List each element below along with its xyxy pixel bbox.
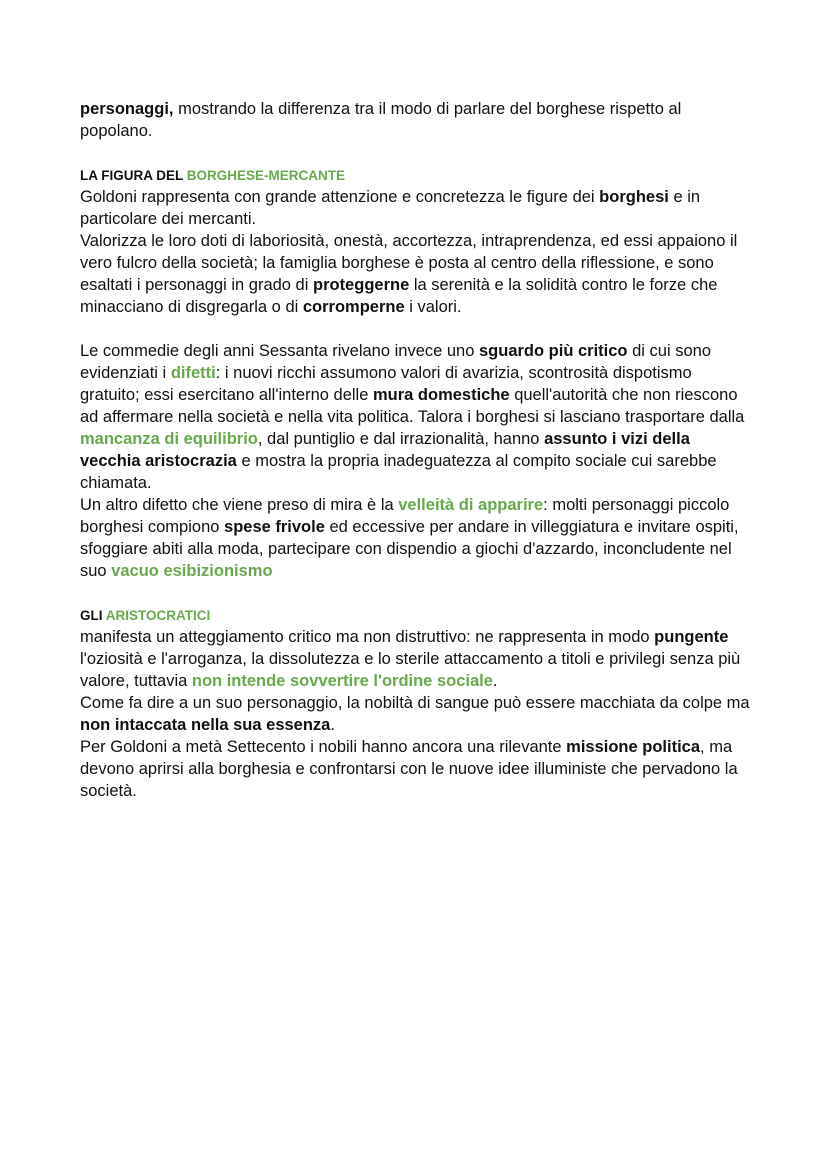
- intro-paragraph: [80, 98, 752, 142]
- text-run: .: [492, 672, 498, 690]
- bold-text: borghesi: [599, 188, 669, 206]
- section-heading-borghese: [80, 164, 752, 186]
- bold-text: sguardo più critico: [479, 342, 628, 360]
- bold-text: pungente: [654, 628, 729, 646]
- bold-text: missione politica: [566, 738, 701, 756]
- text-run: mostrando la differenza tra il modo di parlare del borghese rispetto al popolano.: [80, 100, 682, 140]
- text-run: Come fa dire a un suo personaggio, la nobiltà di sangue può essere macchiata da colpe ma: [80, 694, 750, 712]
- text-run: : i nuovi ricchi assumono valori di avarizia, scontrosità dispotismo gratuito; essi esercitano all'interno delle: [80, 364, 692, 404]
- heading-accent: BORGHESE-MERCANTE: [186, 168, 346, 183]
- heading-accent: ARISTOCRATICI: [105, 608, 211, 623]
- text-run: e in particolare dei mercanti.: [80, 188, 701, 228]
- aristocratici-paragraph-1: [80, 626, 752, 692]
- spacer: [80, 318, 752, 340]
- text-run: l'oziosità e l'arroganza, la dissolutezza e lo sterile attaccamento a titoli e privilegi senza più valore, tuttavia: [80, 650, 741, 690]
- bold-text: mura domestiche: [372, 386, 510, 404]
- section-heading-aristocratici: [80, 604, 752, 626]
- text-run: .: [330, 716, 335, 734]
- text-run: , dal puntiglio e dal irrazionalità, hanno: [257, 430, 545, 448]
- aristocratici-paragraph-2: [80, 692, 752, 736]
- bold-text: corromperne: [302, 298, 405, 316]
- text-run: : molti personaggi piccolo borghesi compiono: [80, 496, 730, 536]
- bold-text: proteggerne: [312, 276, 410, 294]
- text-run: i valori.: [404, 298, 462, 316]
- highlight-text: non intende sovvertire l'ordine sociale: [191, 672, 493, 690]
- text-run: quell'autorità che non riescono ad affermare nella società e nella vita politica. Talora i borghesi si lasciano trasportare dalla: [80, 386, 745, 426]
- bold-text: assunto i vizi della vecchia aristocrazia: [80, 430, 690, 470]
- text-run: manifesta un atteggiamento critico ma non distruttivo: ne rappresenta in modo: [80, 628, 655, 646]
- text-run: Per Goldoni a metà Settecento i nobili hanno ancora una rilevante: [80, 738, 567, 756]
- document-page: [80, 98, 752, 802]
- text-run: Un altro difetto che viene preso di mira è la: [80, 496, 399, 514]
- text-run: Valorizza le loro doti di laboriosità, onestà, accortezza, intraprendenza, ed essi appaiono il vero fulcro della società; la famiglia borghese è posta al centro della riflessione, e sono esaltati i personaggi in grado di: [80, 232, 738, 294]
- bold-text: non intaccata nella sua essenza: [80, 716, 331, 734]
- text-run: di cui sono evidenziati i: [80, 342, 711, 382]
- bold-text: personaggi,: [80, 100, 174, 118]
- borghese-paragraph-4: [80, 494, 752, 582]
- bold-text: spese frivole: [224, 518, 325, 536]
- highlight-text: velleità di apparire: [398, 496, 544, 514]
- aristocratici-paragraph-3: [80, 736, 752, 802]
- text-run: , ma devono aprirsi alla borghesia e confrontarsi con le nuove idee illuministe che pervadono la società.: [80, 738, 738, 800]
- heading-plain: GLI: [80, 608, 106, 623]
- text-run: e mostra la propria inadeguatezza al compito sociale cui sarebbe chiamata.: [80, 452, 717, 492]
- highlight-text: vacuo esibizionismo: [111, 562, 273, 580]
- text-run: Goldoni rappresenta con grande attenzione e concretezza le figure dei: [80, 188, 600, 206]
- heading-plain: LA FIGURA DEL: [80, 168, 187, 183]
- borghese-paragraph-3: [80, 340, 752, 494]
- borghese-paragraph-1: [80, 186, 752, 230]
- spacer: [80, 142, 752, 164]
- borghese-paragraph-2: [80, 230, 752, 318]
- highlight-text: difetti: [170, 364, 216, 382]
- spacer: [80, 582, 752, 604]
- highlight-text: mancanza di equilibrio: [80, 430, 258, 448]
- text-run: Le commedie degli anni Sessanta rivelano invece uno: [80, 342, 479, 360]
- text-run: la serenità e la solidità contro le forze che minacciano di disgregarla o di: [80, 276, 718, 316]
- text-run: ed eccessive per andare in villeggiatura e invitare ospiti, sfoggiare abiti alla moda, partecipare con dispendio a giochi d'azzardo, inconcludente nel suo: [80, 518, 739, 580]
